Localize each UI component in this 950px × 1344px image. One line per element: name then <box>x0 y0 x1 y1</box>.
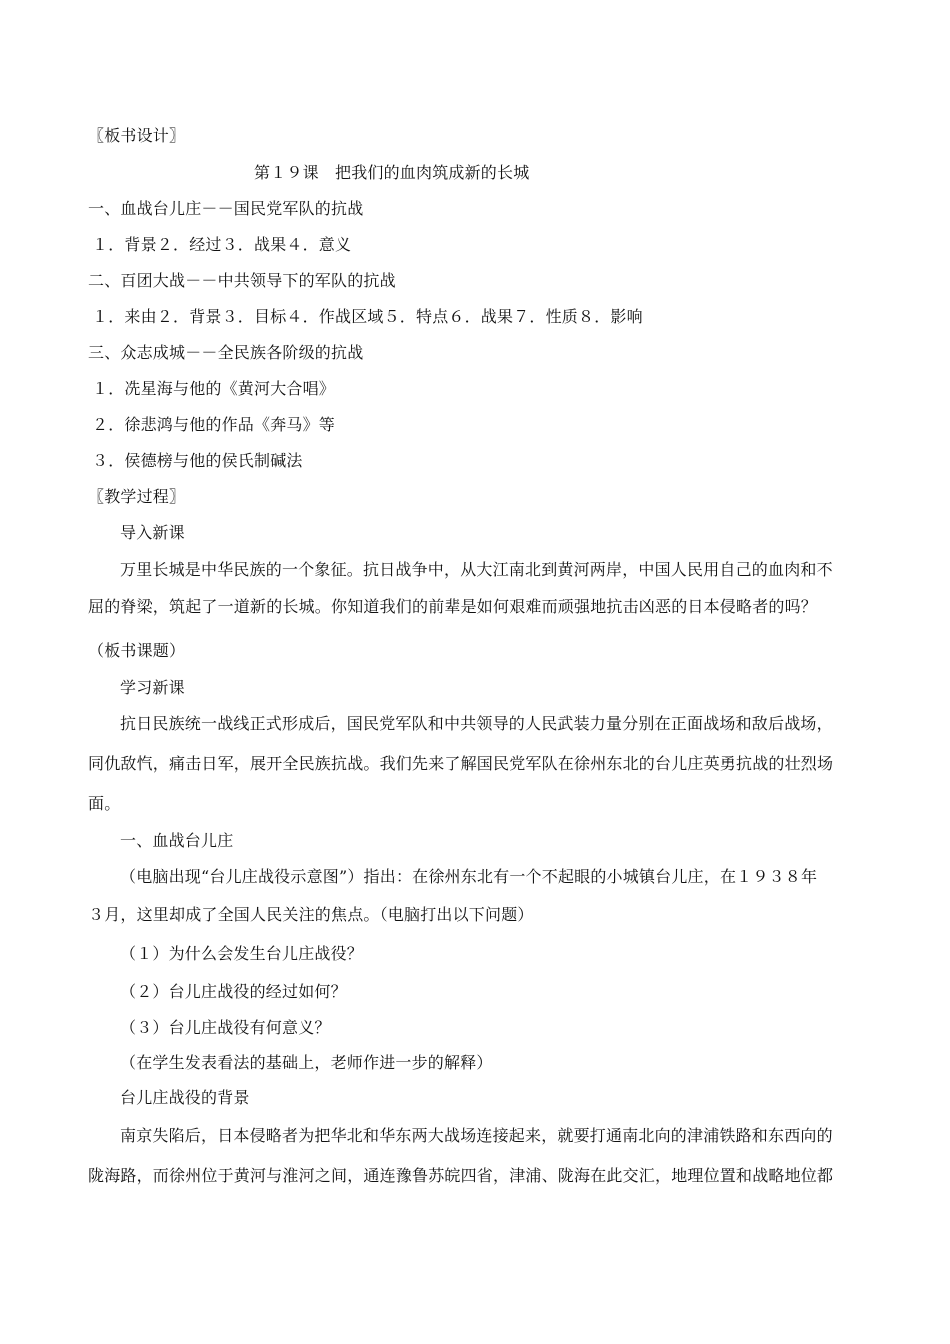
lesson-title: 第１９课 把我们的血肉筑成新的长城 <box>254 163 530 182</box>
intro-line-2: 屈的脊梁，筑起了一道新的长城。你知道我们的前辈是如何艰难而顽强地抗击凶恶的日本侵略者的吗？ <box>88 597 818 616</box>
part1-line-2: ３月，这里却成了全国人民关注的焦点。（电脑打出以下问题） <box>88 905 534 924</box>
background-line-2: 陇海路，而徐州位于黄河与淮河之间，通连豫鲁苏皖四省，津浦、陇海在此交汇，地理位置和战略地位都 <box>88 1166 834 1185</box>
section1-points: １．背景２．经过３．战果４．意义 <box>92 235 352 254</box>
section3-point2: ２．徐悲鸿与他的作品《奔马》等 <box>92 415 336 434</box>
new-lesson-line-1: 抗日民族统一战线正式形成后，国民党军队和中共领导的人民武装力量分别在正面战场和敌后战场， <box>120 714 833 733</box>
new-lesson-line-3: 面。 <box>88 794 121 813</box>
new-lesson-heading: 学习新课 <box>120 678 185 697</box>
part1-line-1: （电脑出现“台儿庄战役示意图”）指出：在徐州东北有一个不起眼的小城镇台儿庄，在１９３８年 <box>120 867 818 886</box>
explain-note: （在学生发表看法的基础上，老师作进一步的解释） <box>120 1053 493 1072</box>
section1-title: 一、血战台儿庄－－国民党军队的抗战 <box>88 199 364 218</box>
question-3: （３）台儿庄战役有何意义？ <box>120 1018 331 1037</box>
section2-title: 二、百团大战－－中共领导下的军队的抗战 <box>88 271 396 290</box>
new-lesson-line-2: 同仇敌忾，痛击日军，展开全民族抗战。我们先来了解国民党军队在徐州东北的台儿庄英勇抗战的壮烈场 <box>88 754 834 773</box>
part1-heading: 一、血战台儿庄 <box>120 831 234 850</box>
section3-point1: １．冼星海与他的《黄河大合唱》 <box>92 379 336 398</box>
section3-point3: ３．侯德榜与他的侯氏制碱法 <box>92 451 303 470</box>
background-line-1: 南京失陷后，日本侵略者为把华北和华东两大战场连接起来，就要打通南北向的津浦铁路和东西向的 <box>120 1126 833 1145</box>
section2-points: １．来由２．背景３．目标４．作战区域５．特点６．战果７．性质８．影响 <box>92 307 643 326</box>
teaching-process-heading: 〖教学过程〗 <box>88 487 186 506</box>
board-design-heading: 〖板书设计〗 <box>88 126 186 145</box>
background-heading: 台儿庄战役的背景 <box>120 1088 250 1107</box>
section3-title: 三、众志成城－－全民族各阶级的抗战 <box>88 343 364 362</box>
intro-heading: 导入新课 <box>120 523 185 542</box>
board-title-note: （板书课题） <box>88 641 186 660</box>
intro-line-1: 万里长城是中华民族的一个象征。抗日战争中，从大江南北到黄河两岸，中国人民用自己的血肉和不 <box>120 560 833 579</box>
question-2: （２）台儿庄战役的经过如何？ <box>120 982 347 1001</box>
question-1: （１）为什么会发生台儿庄战役？ <box>120 944 364 963</box>
